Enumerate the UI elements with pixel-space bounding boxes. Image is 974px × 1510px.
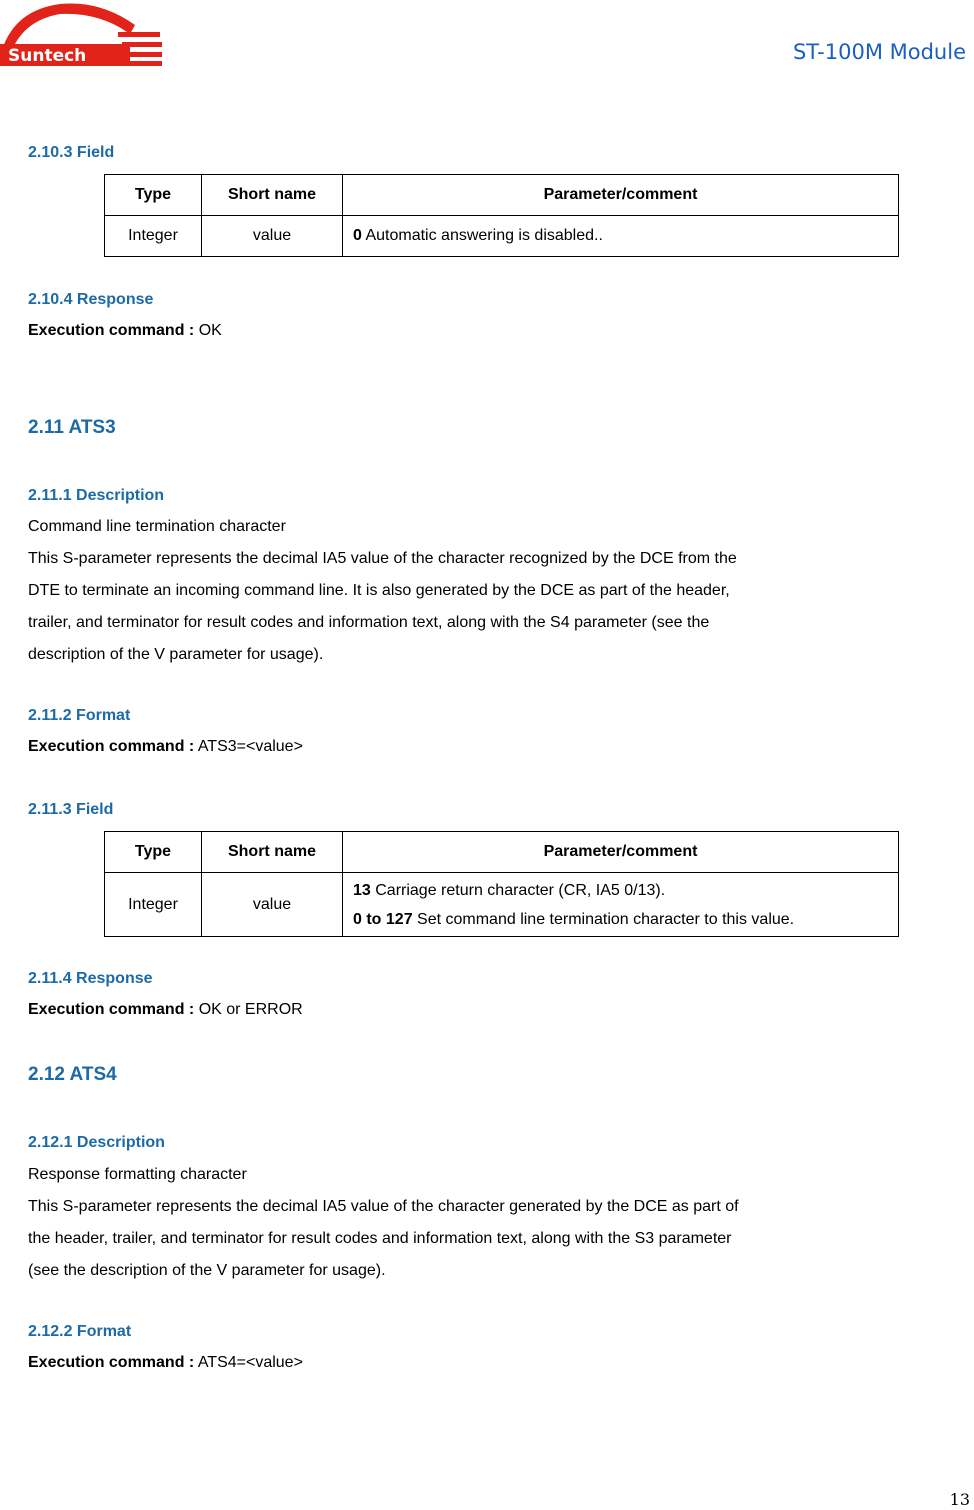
param-value: 13 (353, 881, 371, 899)
execution-command-line (28, 1001, 303, 1019)
cell-type: Integer (105, 873, 202, 937)
col-type: Type (105, 175, 202, 216)
page-number: 13 (949, 1490, 970, 1509)
cmd-value: OK or ERROR (194, 1001, 303, 1018)
description-line: Response formatting character (28, 1166, 247, 1183)
field-table-ats3 (104, 831, 899, 937)
param-comment: Automatic answering is disabled.. (361, 227, 603, 244)
heading-2-12-2: 2.12.2 Format (28, 1323, 132, 1340)
table-header-row (105, 832, 899, 873)
param-line (353, 876, 888, 905)
heading-2-12-1: 2.12.1 Description (28, 1134, 165, 1151)
cell-short-name: value (202, 216, 343, 257)
cell-parameter (343, 873, 899, 937)
table-row (105, 216, 899, 257)
col-short-name: Short name (202, 832, 343, 873)
description-line: trailer, and terminator for result codes and information text, along with the S4 parameter (see the (28, 614, 710, 631)
table-header-row (105, 175, 899, 216)
cmd-label: Execution command : (28, 738, 195, 755)
param-comment: Set command line termination character to this value. (412, 910, 795, 928)
cell-parameter (343, 216, 899, 257)
col-type: Type (105, 832, 202, 873)
heading-2-11-1: 2.11.1 Description (28, 487, 165, 504)
description-line: DTE to terminate an incoming command line. It is also generated by the DCE as part of the header, (28, 582, 730, 599)
param-comment: Carriage return character (CR, IA5 0/13). (370, 881, 666, 899)
col-parameter: Parameter/comment (343, 832, 899, 873)
param-value: 0 (353, 227, 362, 244)
heading-2-10-4: 2.10.4 Response (28, 291, 154, 308)
description-line: the header, trailer, and terminator for result codes and information text, along with the S3 parameter (28, 1230, 732, 1247)
heading-2-11: 2.11 ATS3 (28, 417, 116, 438)
cmd-label: Execution command : (28, 1001, 195, 1018)
cell-short-name: value (202, 873, 343, 937)
document-title: ST-100M Module (792, 40, 966, 64)
col-parameter: Parameter/comment (343, 175, 899, 216)
col-short-name: Short name (202, 175, 343, 216)
logo-text: Suntech (8, 46, 87, 66)
description-line: This S-parameter represents the decimal IA5 value of the character generated by the DCE as part of (28, 1198, 739, 1215)
heading-2-11-4: 2.11.4 Response (28, 970, 153, 987)
param-line (353, 905, 888, 934)
heading-2-11-2: 2.11.2 Format (28, 707, 131, 724)
cmd-value: ATS3=<value> (194, 738, 303, 755)
cmd-label: Execution command : (28, 1354, 195, 1371)
cmd-value: OK (194, 322, 222, 339)
param-value: 0 to 127 (353, 910, 413, 928)
description-line: description of the V parameter for usage). (28, 646, 324, 663)
cell-type: Integer (105, 216, 202, 257)
description-line: This S-parameter represents the decimal IA5 value of the character recognized by the DCE from the (28, 550, 737, 567)
execution-command-line (28, 738, 303, 756)
cmd-value: ATS4=<value> (194, 1354, 303, 1371)
heading-2-10-3: 2.10.3 Field (28, 144, 115, 161)
description-line: (see the description of the V parameter for usage). (28, 1262, 386, 1279)
description-line: Command line termination character (28, 518, 286, 535)
suntech-logo (0, 0, 165, 70)
cmd-label: Execution command : (28, 322, 195, 339)
field-table-ats0 (104, 174, 899, 257)
execution-command-line (28, 1354, 303, 1372)
execution-command-line (28, 322, 222, 340)
heading-2-12: 2.12 ATS4 (28, 1064, 117, 1085)
table-row (105, 873, 899, 937)
heading-2-11-3: 2.11.3 Field (28, 801, 114, 818)
